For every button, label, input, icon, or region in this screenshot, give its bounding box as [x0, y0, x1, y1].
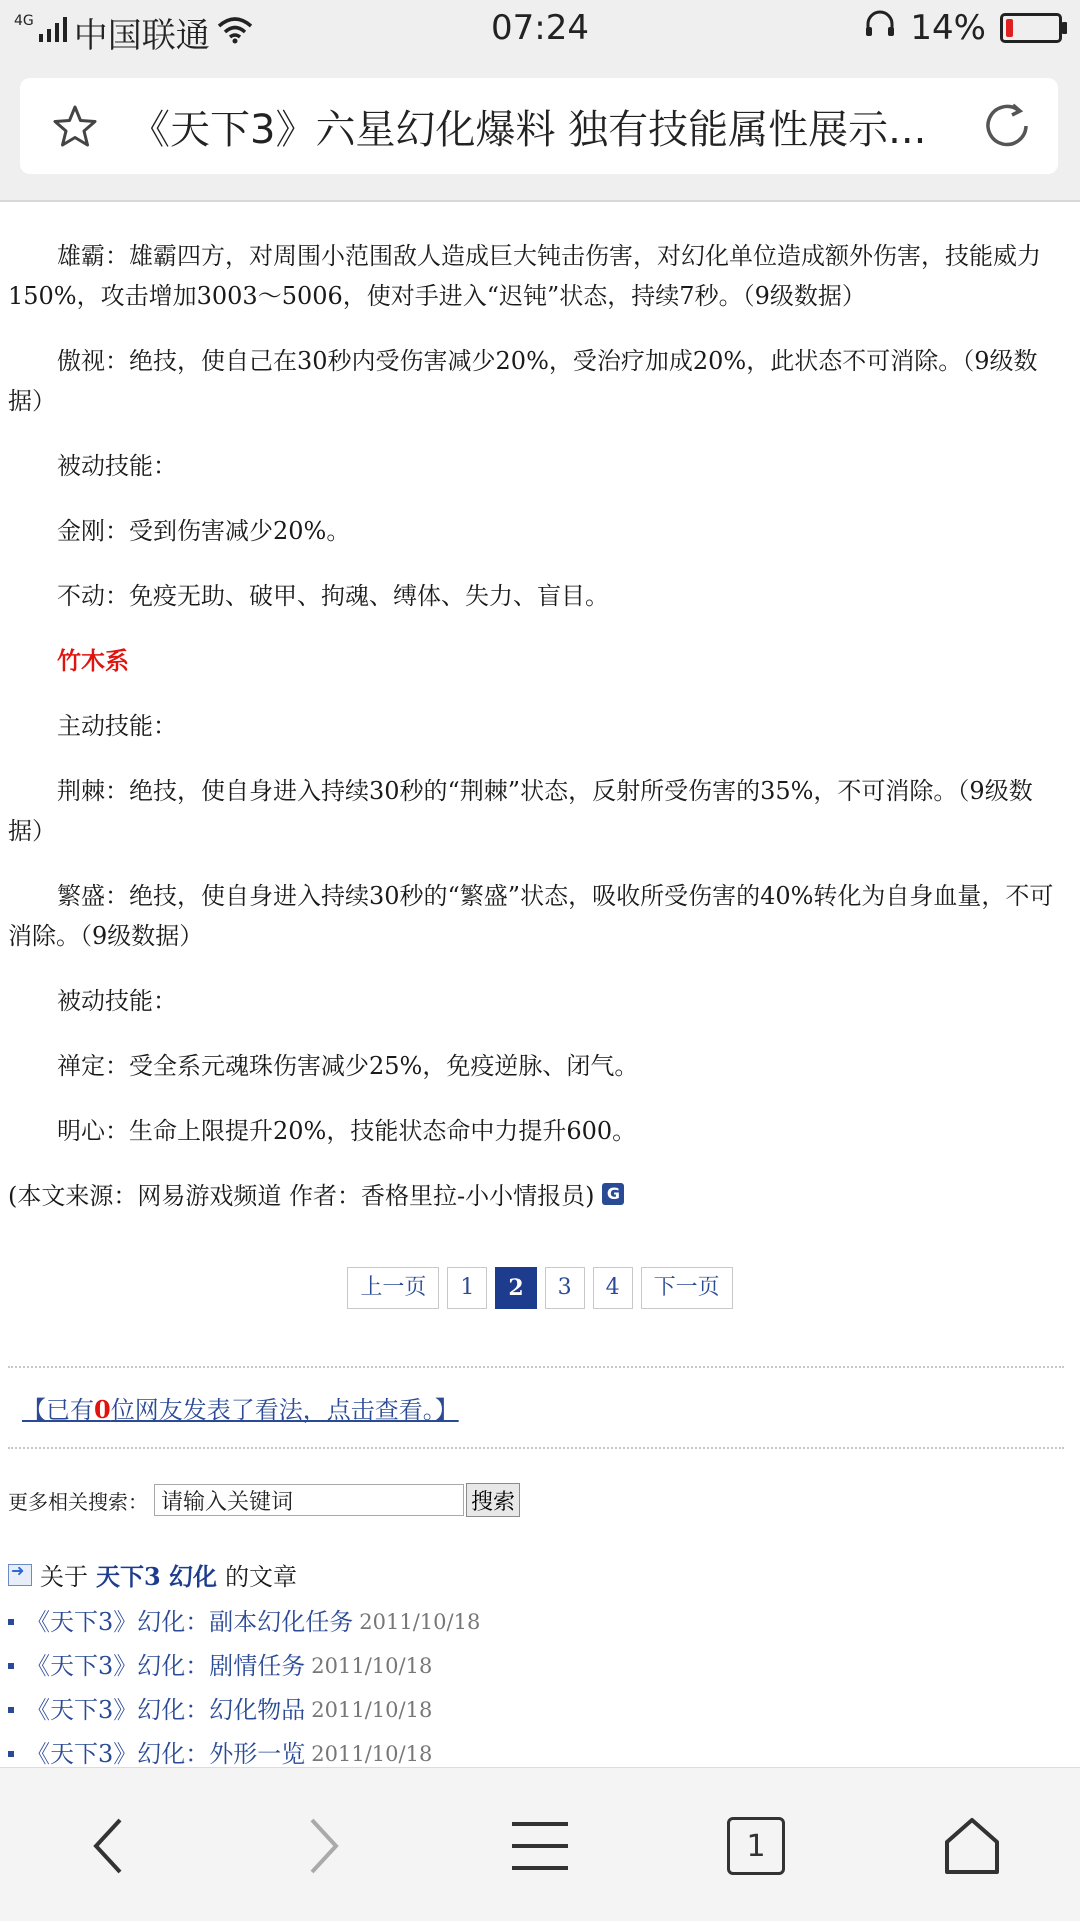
comments-prefix: 【已有	[22, 1396, 94, 1424]
related-date: 2011/10/18	[311, 1654, 433, 1678]
related-keyword[interactable]: 天下3 幻化	[96, 1562, 218, 1591]
bullet-icon	[8, 1707, 14, 1713]
related-date: 2011/10/18	[311, 1698, 433, 1722]
status-right	[864, 8, 1062, 48]
related-heading-suffix: 的文章	[225, 1563, 298, 1591]
page-1-button[interactable]: 1	[447, 1267, 487, 1309]
comments-link[interactable]	[0, 1390, 1080, 1425]
search-input[interactable]	[154, 1484, 464, 1516]
related-link[interactable]: 《天下3》幻化：幻化物品	[26, 1696, 306, 1724]
bullet-icon	[8, 1751, 14, 1757]
bookmark-star-icon[interactable]	[20, 104, 130, 148]
browser-toolbar	[0, 60, 1080, 202]
article-source	[0, 1176, 1080, 1211]
search-button[interactable]: 搜索	[466, 1483, 520, 1517]
tab-count: 1	[727, 1817, 785, 1875]
paragraph-aoshi: 傲视：绝技，使自己在30秒内受伤害减少20%，受治疗加成20%，此状态不可消除。（9级数据）	[8, 347, 1038, 415]
menu-icon[interactable]	[500, 1806, 580, 1886]
comments-suffix: 位网友发表了看法，点击查看。】	[110, 1396, 459, 1424]
related-heading-prefix: 关于	[40, 1563, 88, 1591]
battery-icon	[1000, 13, 1062, 43]
related-date: 2011/10/18	[311, 1742, 433, 1766]
headset-icon	[864, 8, 896, 48]
bullet-icon	[8, 1619, 14, 1625]
battery-level	[1006, 19, 1013, 37]
list-item	[0, 1688, 1080, 1732]
address-bar[interactable]	[20, 78, 1058, 174]
related-list	[0, 1600, 1080, 1767]
section-title-zhumu: 竹木系	[57, 646, 129, 675]
source-text: (本文来源：网易游戏频道 作者：香格里拉-小小情报员)	[8, 1182, 595, 1210]
page-title[interactable]: 《天下3》六星幻化爆料 独有技能属性展示...	[130, 106, 927, 153]
paragraph-passive-label: 被动技能：	[57, 452, 177, 480]
related-link[interactable]: 《天下3》幻化：副本幻化任务	[26, 1608, 354, 1636]
status-bar	[0, 0, 1080, 60]
bullet-icon	[8, 1663, 14, 1669]
arrow-box-icon	[8, 1564, 32, 1586]
clock: 07:24	[491, 8, 589, 48]
paragraph-mingxin: 明心：生命上限提升20%，技能状态命中力提升600。	[57, 1117, 637, 1145]
home-icon[interactable]	[932, 1806, 1012, 1886]
g-logo-icon[interactable]: G	[602, 1183, 624, 1205]
battery-percent: 14%	[910, 8, 986, 48]
comments-count: 0	[94, 1395, 111, 1424]
paragraph-active-label: 主动技能：	[57, 712, 177, 740]
list-item	[0, 1600, 1080, 1644]
paragraph-jingang: 金刚：受到伤害减少20%。	[57, 517, 351, 545]
paragraph-jingji: 荆棘：绝技，使自身进入持续30秒的“荆棘”状态，反射所受伤害的35%，不可消除。（9级数据）	[8, 777, 1033, 845]
page-3-button[interactable]: 3	[545, 1267, 585, 1309]
paragraph-chanding: 禅定：受全系元魂珠伤害减少25%，免疫逆脉、闭气。	[57, 1052, 639, 1080]
list-item	[0, 1644, 1080, 1688]
next-page-button[interactable]: 下一页	[641, 1267, 733, 1309]
page-2-button[interactable]: 2	[495, 1267, 536, 1309]
related-link[interactable]: 《天下3》幻化：剧情任务	[26, 1652, 306, 1680]
tabs-button[interactable]	[716, 1806, 796, 1886]
paragraph-budong: 不动：免疫无助、破甲、拘魂、缚体、失力、盲目。	[57, 582, 609, 610]
related-heading	[0, 1557, 1080, 1592]
paragraph-passive-label-2: 被动技能：	[57, 987, 177, 1015]
reload-icon[interactable]	[958, 101, 1058, 151]
pagination	[0, 1267, 1080, 1309]
forward-icon[interactable]	[284, 1806, 364, 1886]
bottom-navigation	[0, 1767, 1080, 1921]
paragraph-xiongba: 雄霸：雄霸四方，对周围小范围敌人造成巨大钝击伤害，对幻化单位造成额外伤害，技能威力150%，攻击增加3003～5006，使对手进入“迟钝”状态，持续7秒。（9级数据）	[8, 242, 1041, 310]
related-date: 2011/10/18	[359, 1610, 481, 1634]
search-label: 更多相关搜索：	[8, 1489, 148, 1514]
network-type: 4G	[14, 12, 34, 29]
paragraph-fansheng: 繁盛：绝技，使自身进入持续30秒的“繁盛”状态，吸收所受伤害的40%转化为自身血量，不可消除。（9级数据）	[8, 882, 1054, 950]
related-link[interactable]: 《天下3》幻化：外形一览	[26, 1740, 306, 1767]
page-4-button[interactable]: 4	[593, 1267, 633, 1309]
back-icon[interactable]	[68, 1806, 148, 1886]
carrier-name: 中国联通	[73, 16, 210, 56]
article-content	[0, 202, 1080, 1767]
list-item	[0, 1732, 1080, 1767]
prev-page-button[interactable]: 上一页	[347, 1267, 439, 1309]
related-search	[0, 1483, 1080, 1517]
